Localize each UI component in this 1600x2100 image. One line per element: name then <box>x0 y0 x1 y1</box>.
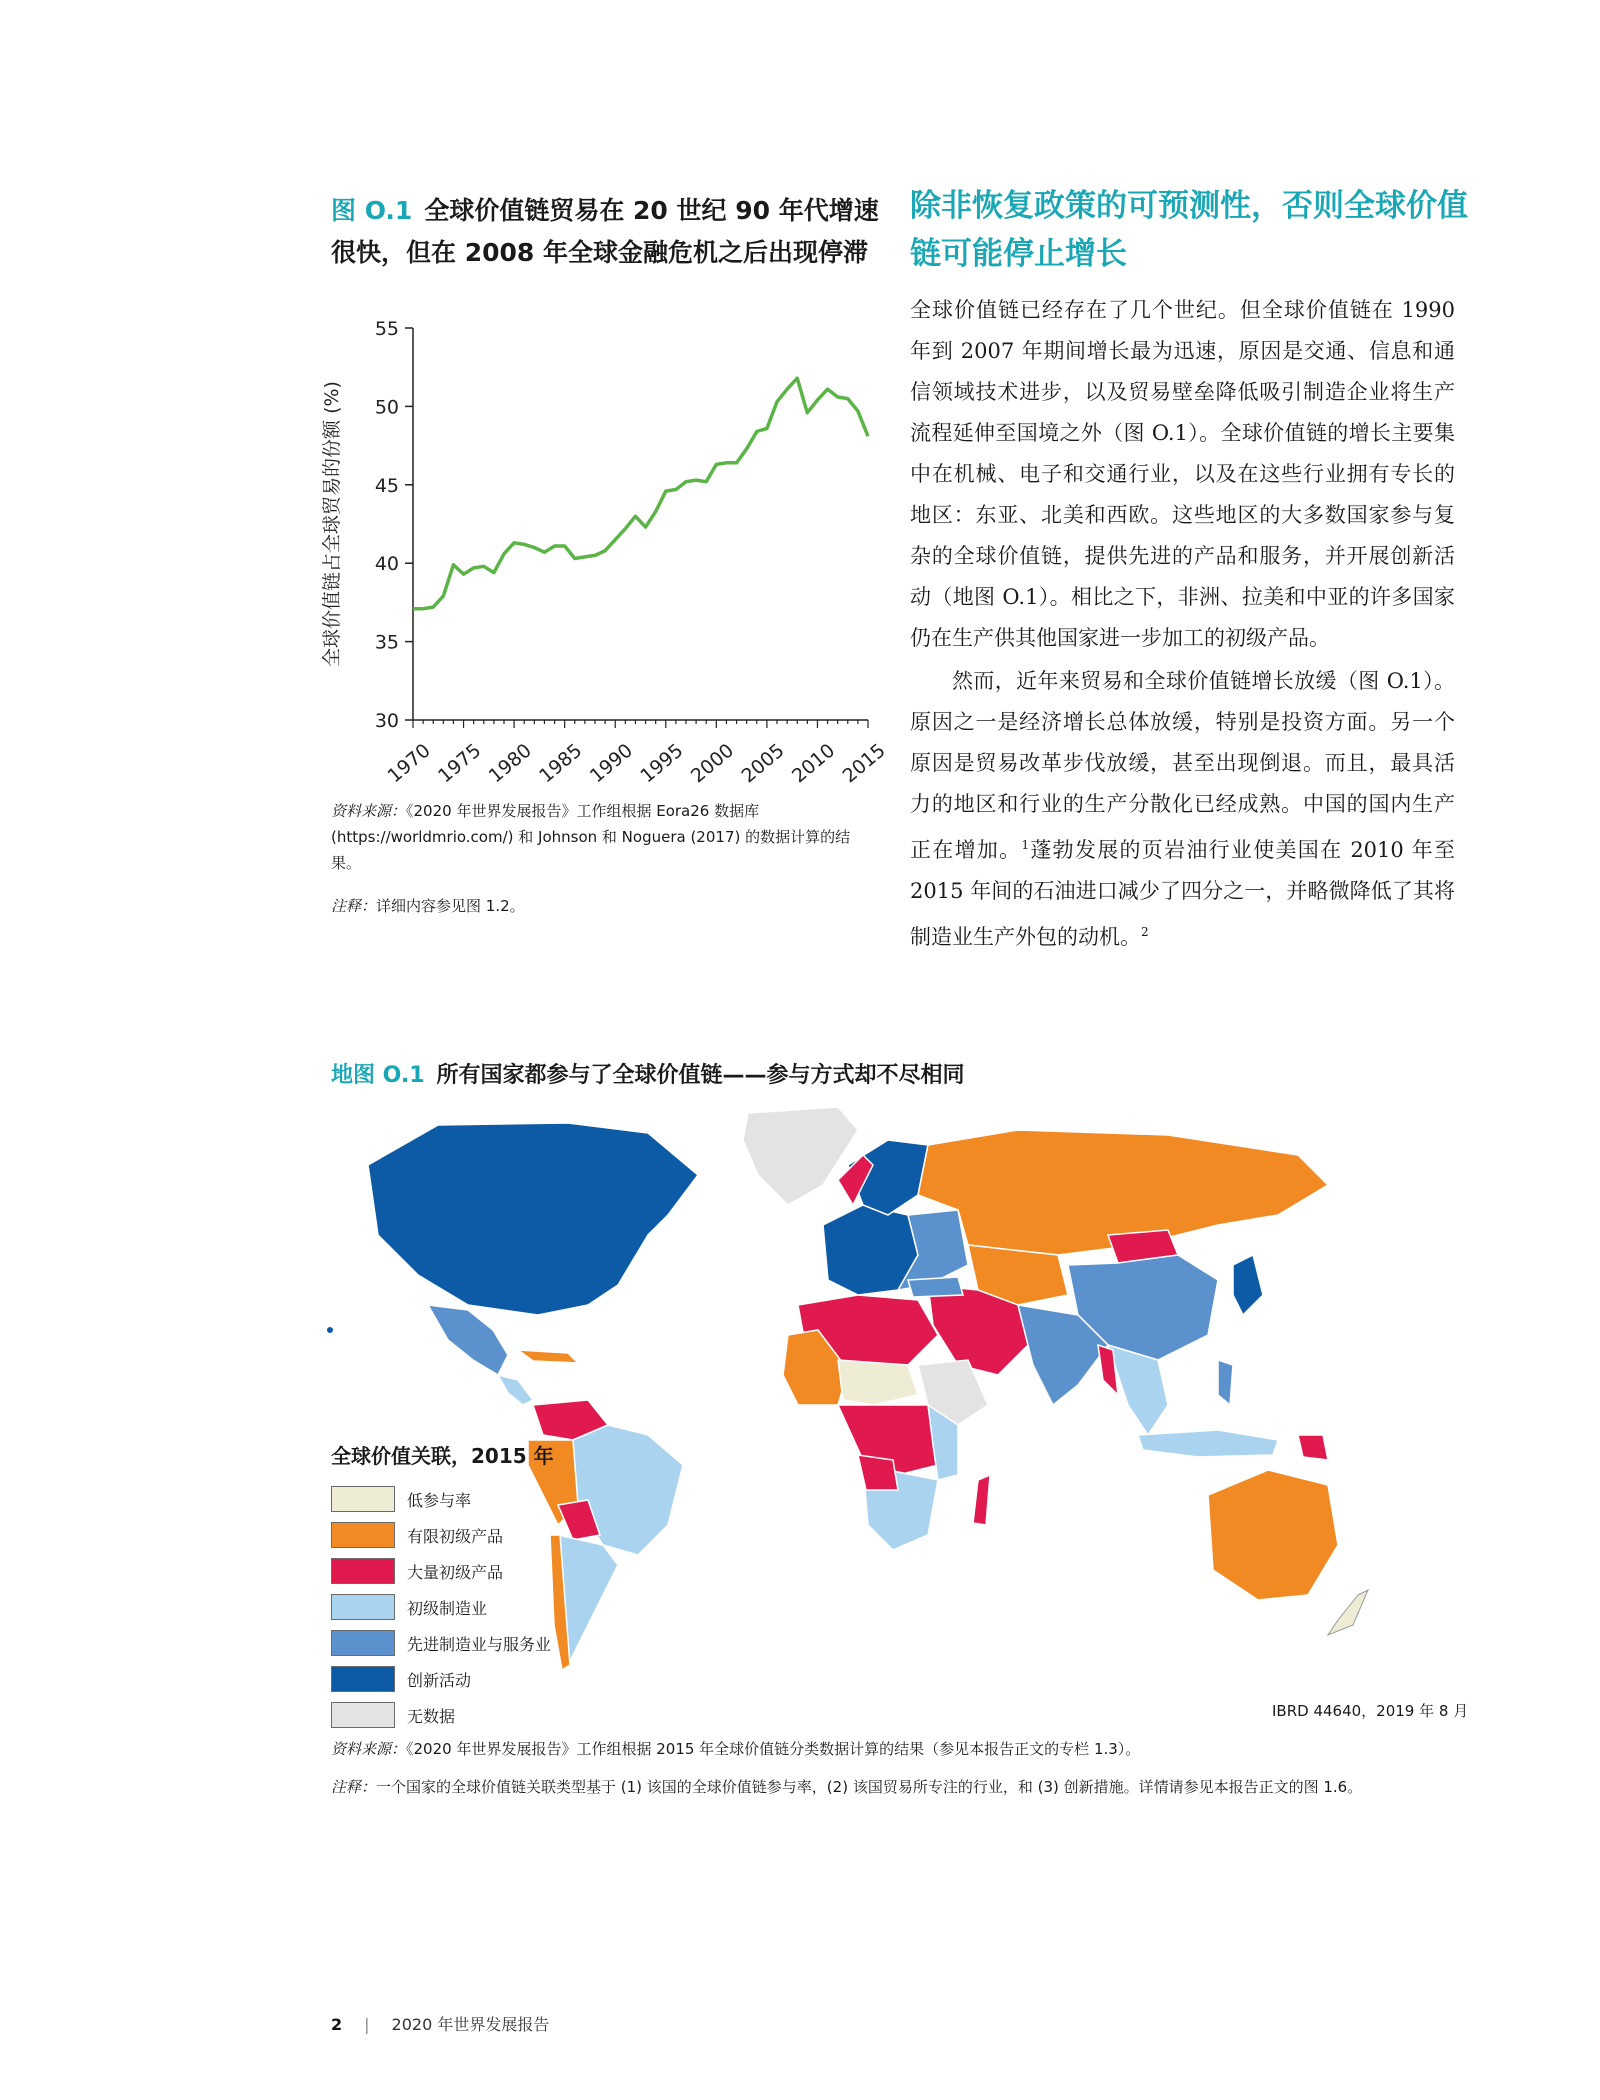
x-tick-label: 2010 <box>787 739 840 788</box>
y-tick-label: 50 <box>374 396 399 419</box>
x-tick-label: 1995 <box>636 739 688 788</box>
x-tick-label: 1990 <box>585 739 637 788</box>
figure-source-label: 资料来源： <box>331 802 407 820</box>
legend-item <box>331 1481 591 1517</box>
legend-label: 初级制造业 <box>407 1598 488 1618</box>
figure-note-label: 注释： <box>331 897 377 915</box>
footnote-ref-2[interactable]: 2 <box>1141 925 1149 939</box>
figure-number: 图 O.1 <box>331 196 413 225</box>
x-tick-label: 2005 <box>737 739 789 788</box>
map-region-philippines <box>1218 1360 1233 1405</box>
gvc-share-line-chart <box>318 300 898 790</box>
map-region-madagascar <box>973 1475 990 1525</box>
map-note <box>331 1776 1481 1797</box>
x-tick-label: 1980 <box>484 739 536 788</box>
legend-item <box>331 1553 591 1589</box>
map-region-indonesia <box>1138 1430 1278 1457</box>
x-tick-label: 1985 <box>535 739 587 788</box>
series-line-gvc-share <box>413 378 868 609</box>
figure-title <box>331 190 891 274</box>
footer-separator: | <box>364 2015 370 2034</box>
y-tick-label: 45 <box>374 474 399 497</box>
map-source-text: 《2020 年世界发展报告》工作组根据 2015 年全球价值链分类数据计算的结果（参见本报告正文的专栏 1.3）。 <box>406 1740 1141 1758</box>
legend-swatch <box>331 1702 395 1728</box>
figure-note-text: 详细内容参见图 1.2。 <box>376 897 525 915</box>
legend-label: 无数据 <box>407 1706 456 1726</box>
legend-swatch <box>331 1486 395 1512</box>
footnote-ref-1[interactable]: 1 <box>1021 838 1030 852</box>
map-note-text: 一个国家的全球价值链关联类型基于 (1) 该国的全球价值链参与率，(2) 该国贸易所专注的行业，和 (3) 创新措施。详情请参见本报告正文的图 1.6。 <box>376 1778 1363 1796</box>
legend-label: 先进制造业与服务业 <box>407 1634 552 1654</box>
figure-source <box>331 798 879 876</box>
legend-item <box>331 1697 591 1733</box>
map-title <box>331 1058 965 1089</box>
map-region-greenland <box>743 1107 858 1205</box>
legend-item <box>331 1589 591 1625</box>
legend-label: 创新活动 <box>407 1670 472 1690</box>
page-number: 2 <box>331 2015 343 2034</box>
map-legend <box>331 1440 591 1733</box>
map-number: 地图 O.1 <box>331 1063 425 1088</box>
legend-label: 大量初级产品 <box>407 1562 504 1582</box>
y-axis-label: 全球价值链占全球贸易的份额 (%) <box>321 381 343 667</box>
legend-item <box>331 1625 591 1661</box>
x-tick-label: 2015 <box>838 739 890 788</box>
legend-swatch <box>331 1522 395 1548</box>
legend-swatch <box>331 1558 395 1584</box>
y-tick-label: 40 <box>374 553 399 576</box>
map-region-japan <box>1233 1255 1263 1315</box>
map-region-png <box>1298 1435 1328 1460</box>
map-region-hawaii <box>327 1327 333 1333</box>
body-paragraph-2-cont: 蓬勃发展的页岩油行业使美国在 2010 年至 2015 年间的石油进口减少了四分之一，并略微降低了其将制造业生产外包的动机。 <box>910 838 1456 949</box>
footer-title: 2020 年世界发展报告 <box>391 2015 550 2034</box>
legend-swatch <box>331 1666 395 1692</box>
body-paragraph-2 <box>910 661 1455 958</box>
legend-item <box>331 1517 591 1553</box>
page-footer <box>331 2012 549 2035</box>
map-note-label: 注释： <box>331 1778 377 1796</box>
map-region-turkey <box>908 1277 963 1297</box>
section-heading: 除非恢复政策的可预测性，否则全球价值链可能停止增长 <box>910 188 1468 272</box>
legend-label: 低参与率 <box>407 1490 472 1510</box>
figure-title-text: 全球价值链贸易在 20 世纪 90 年代增速很快，但在 2008 年全球金融危机之后出现停滞 <box>331 196 879 267</box>
map-region-iceland <box>789 1156 807 1174</box>
map-region-sahel <box>838 1360 918 1405</box>
x-tick-label: 1975 <box>434 739 486 788</box>
map-region-mexico <box>428 1305 508 1375</box>
map-source-label: 资料来源： <box>331 1740 407 1758</box>
y-tick-label: 30 <box>374 710 399 732</box>
body-paragraph-1: 全球价值链已经存在了几个世纪。但全球价值链在 1990 年到 2007 年期间增长最为迅速，原因是交通、信息和通信领域技术进步，以及贸易壁垒降低吸引制造企业将生产流程延伸至国境之外（图 O.1）。全球价值链的增长主要集中在机械、电子和交通行业，以及在这些行业拥有专长的地区：东亚、北美和西欧。这些地区的大多数国家参与复杂的全球价值链，提供先进的产品和服务，并开展创新活动（地图 O.1）。相比之下，非洲、拉美和中亚的许多国家仍在生产供其他国家进一步加工的初级产品。 <box>910 298 1455 650</box>
x-tick-label: 1970 <box>383 739 435 788</box>
map-ibrd-code: IBRD 44640，2019 年 8 月 <box>1272 1702 1469 1720</box>
map-region-north-america <box>368 1123 698 1315</box>
map-source <box>331 1738 1471 1759</box>
legend-item <box>331 1661 591 1697</box>
map-title-text: 所有国家都参与了全球价值链——参与方式却不尽相同 <box>436 1063 965 1088</box>
figure-note <box>331 894 879 918</box>
y-tick-label: 35 <box>374 631 399 654</box>
y-tick-label: 55 <box>374 318 399 340</box>
legend-label: 有限初级产品 <box>407 1526 504 1546</box>
section-body <box>910 290 1455 958</box>
legend-swatch <box>331 1594 395 1620</box>
x-tick-label: 2000 <box>686 739 739 788</box>
figure-source-text: 《2020 年世界发展报告》工作组根据 Eora26 数据库 (https://worldmrio.com/) 和 Johnson 和 Noguera (2017) 的数据计算的结果。 <box>331 802 851 872</box>
map-region-new-zealand <box>1328 1590 1368 1635</box>
map-region-australia <box>1208 1470 1338 1600</box>
map-region-caribbean <box>518 1350 578 1363</box>
map-region-central-america <box>498 1375 533 1405</box>
legend-title: 全球价值关联，2015 年 <box>331 1444 554 1468</box>
body-paragraph-2-text: 然而，近年来贸易和全球价值链增长放缓（图 O.1）。原因之一是经济增长总体放缓，特别是投资方面。另一个原因是贸易改革步伐放缓，甚至出现倒退。而且，最具活力的地区和行业的生产分散化已经成熟。中国的国内生产正在增加。 <box>910 669 1455 862</box>
legend-swatch <box>331 1630 395 1656</box>
